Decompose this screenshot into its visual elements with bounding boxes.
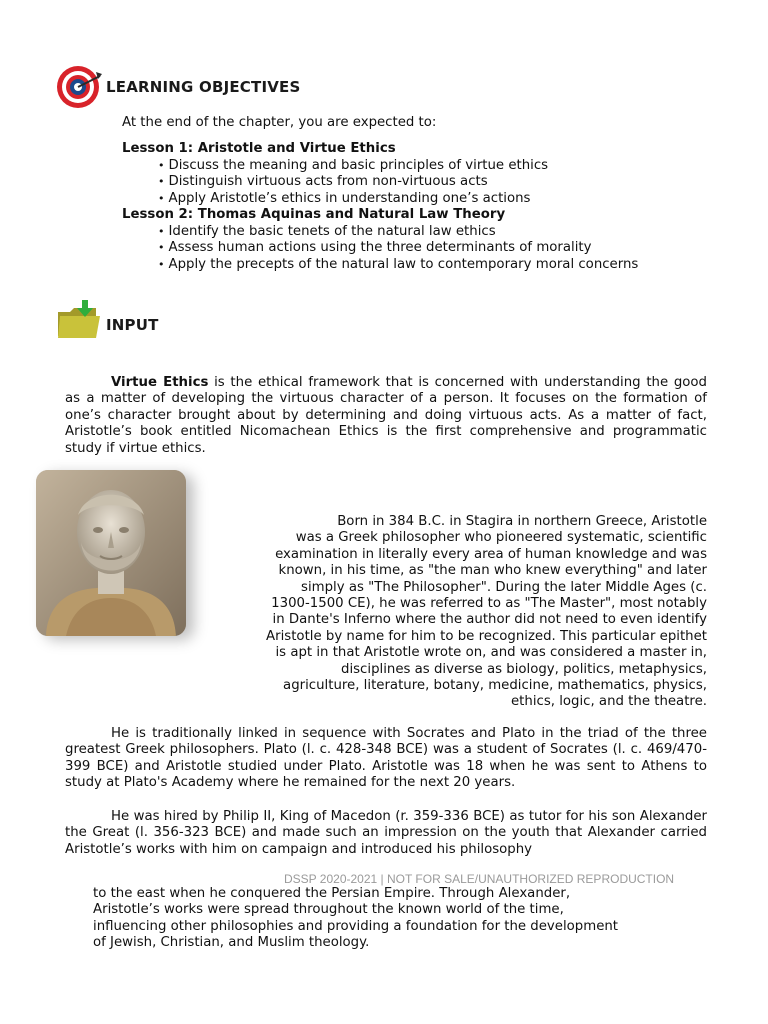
biography-line: disciplines as diverse as biology, politics, metaphysics,	[341, 661, 707, 677]
list-item: • Distinguish virtuous acts from non-virtuous acts	[158, 174, 548, 190]
biography-line: in Dante's Inferno where the author did not need to even identify	[272, 612, 707, 628]
continuation-line: Aristotle’s works were spread throughout the known world of the time,	[93, 902, 564, 918]
virtue-ethics-term: Virtue Ethics	[111, 375, 209, 390]
continuation-line: influencing other philosophies and providing a foundation for the development	[93, 918, 619, 934]
biography-line: Born in 384 B.C. in Stagira in northern Greece, Aristotle	[337, 514, 707, 529]
target-icon	[56, 64, 102, 110]
objectives-intro: At the end of the chapter, you are expected to:	[122, 115, 437, 130]
footer-watermark: DSSP 2020-2021 | NOT FOR SALE/UNAUTHORIZED REPRODUCTION	[284, 872, 675, 886]
input-header	[56, 300, 196, 342]
virtue-ethics-paragraph	[65, 375, 707, 457]
objectives-header	[56, 64, 316, 110]
list-item: • Assess human actions using the three determinants of morality	[158, 240, 638, 256]
list-item: • Discuss the meaning and basic principles of virtue ethics	[158, 158, 548, 174]
biography-line: 1300-1500 CE), he was referred to as "The Master", most notably	[271, 596, 707, 612]
lesson1-title: Lesson 1: Aristotle and Virtue Ethics	[122, 141, 396, 156]
continuation-line: of Jewish, Christian, and Muslim theology.	[93, 935, 370, 951]
list-item: • Identify the basic tenets of the natural law ethics	[158, 224, 638, 240]
lesson2-title: Lesson 2: Thomas Aquinas and Natural Law Theory	[122, 207, 506, 222]
philosophers-paragraph: He is traditionally linked in sequence with Socrates and Plato in the triad of the three greatest Greek philosophers. Plato (l. c. 428-348 BCE) was a student of Socrates (l. c. 469/470-399 BCE) and Aristotle studied under Plato. Aristotle was 18 when he was sent to Athens to study at Plato's Academy where he remained for the next 20 years.	[65, 726, 707, 791]
aristotle-portrait	[36, 470, 186, 636]
biography-line: simply as "The Philosopher". During the later Middle Ages (c.	[301, 579, 707, 595]
list-item: • Apply the precepts of the natural law to contemporary moral concerns	[158, 257, 638, 273]
aristotle-bust-image	[36, 470, 186, 636]
biography-line: ethics, logic, and the theatre.	[511, 694, 707, 710]
list-item: • Apply Aristotle’s ethics in understanding one’s actions	[158, 191, 548, 207]
biography-line: examination in literally every area of human knowledge and was	[275, 546, 707, 562]
alexander-paragraph: He was hired by Philip II, King of Macedon (r. 359-336 BCE) as tutor for his son Alexander the Great (l. 356-323 BCE) and made such an impression on the youth that Alexander carried Aristotle’s works with him on campaign and introduced his philosophy	[65, 809, 707, 857]
aristotle-biography	[196, 514, 707, 711]
input-title: INPUT	[106, 316, 159, 334]
objectives-title: LEARNING OBJECTIVES	[106, 78, 301, 96]
lesson1-list	[158, 158, 548, 207]
biography-line: agriculture, literature, botany, medicine, mathematics, physics,	[283, 678, 707, 694]
continuation-text	[93, 886, 618, 952]
folder-download-icon	[56, 300, 104, 340]
biography-line: is apt in that Aristotle wrote on, and was considered a master in,	[275, 645, 707, 661]
biography-line: Aristotle by name for him to be recognized. This particular epithet	[266, 628, 707, 644]
lesson2-list	[158, 224, 638, 273]
biography-line: known, in his time, as "the man who knew everything" and later	[278, 563, 707, 579]
continuation-line: to the east when he conquered the Persian Empire. Through Alexander,	[93, 886, 571, 901]
biography-line: was a Greek philosopher who pioneered systematic, scientific	[295, 530, 707, 546]
virtue-ethics-definition: is the ethical framework that is concerned with understanding the good as a matter of developing the virtuous character of a person. It focuses on the formation of one’s character brought about by determining and doing virtuous acts. As a matter of fact, Aristotle’s book entitled Nicomachean Ethics is the first comprehensive and programmatic study if virtue ethics.	[65, 375, 707, 456]
